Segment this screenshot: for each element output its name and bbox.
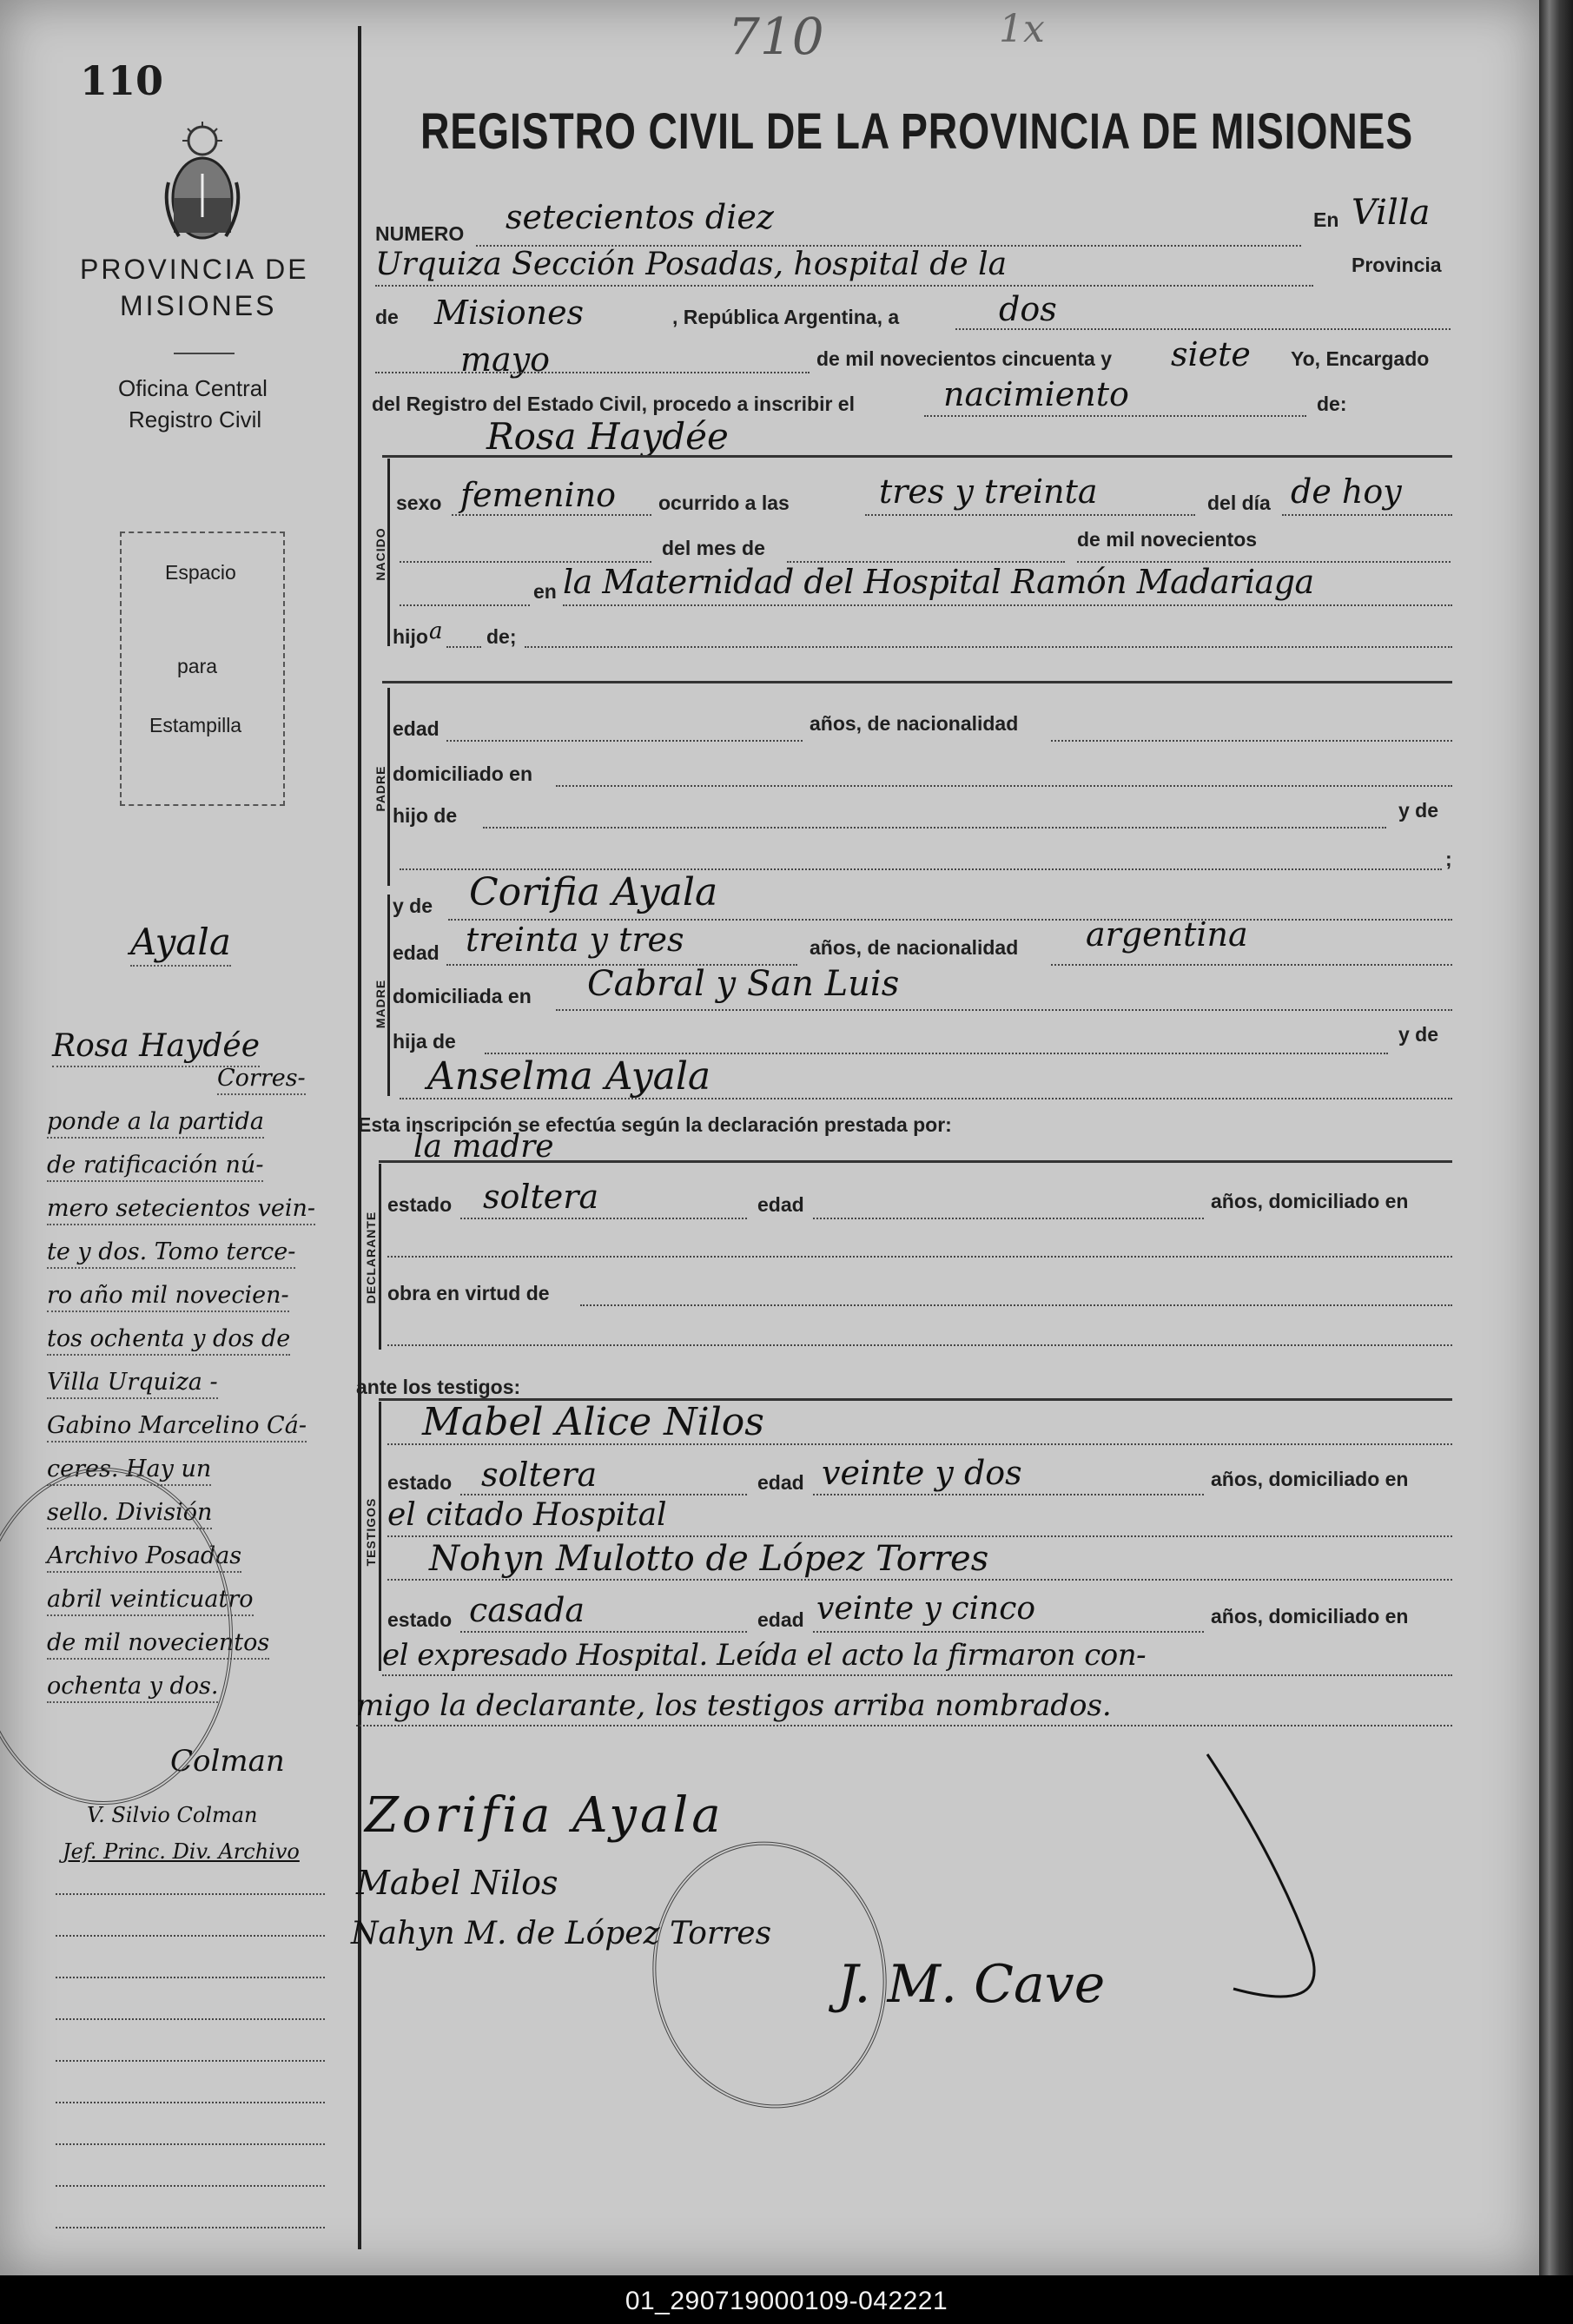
sexo-label: sexo [396, 492, 442, 514]
testigo2-edad-label: edad [757, 1608, 804, 1631]
margin-sign-line1: V. Silvio Colman [87, 1803, 258, 1827]
margin-note-line: de ratificación nú- [47, 1152, 263, 1182]
testigo1-domicilio-label: años, domiciliado en [1211, 1468, 1409, 1490]
madre-hija-label: hija de [393, 1030, 456, 1053]
padre-domicilio-label: domiciliado en [393, 763, 533, 785]
encargado-label: Yo, Encargado [1291, 347, 1430, 370]
nacido-en-label: en [533, 580, 557, 603]
padre-domicilio-dots [556, 785, 1452, 787]
office-label-1: Oficina Central [118, 375, 268, 401]
testigo2-nombre-dots [387, 1579, 1452, 1581]
province-label-2: MISIONES [120, 290, 277, 321]
margin-note-line: sello. División [47, 1499, 212, 1529]
testigo1-nombre-dots [387, 1443, 1452, 1445]
numero-label: NUMERO [375, 222, 465, 245]
hora-dots [865, 514, 1195, 516]
numero-value: setecientos diez [506, 198, 774, 236]
testigo2-estado-dots [460, 1631, 747, 1633]
padre-yde-label: y de [1398, 799, 1439, 822]
testigo2-estado: casada [469, 1591, 585, 1629]
bracket-padre [387, 688, 390, 886]
padre-nac-dots [1051, 740, 1452, 742]
section-nacido: NACIDO [373, 527, 387, 581]
signature-1: Zorifia Ayala [365, 1787, 724, 1844]
margin-sign-line2: Jef. Princ. Div. Archivo [63, 1839, 300, 1864]
provincia-label: Provincia [1352, 254, 1442, 276]
madre-de-value: Anselma Ayala [427, 1054, 711, 1099]
stamp-label-3: Estampilla [149, 714, 242, 736]
madre-nac-dots [1051, 964, 1452, 966]
rule-nacido-top [382, 455, 1452, 458]
nacido-de-label: de; [486, 625, 517, 648]
declarante-obra-dots [580, 1304, 1452, 1306]
testigo2-edad: veinte y cinco [816, 1591, 1036, 1627]
madre-domicilio-dots [556, 1009, 1452, 1011]
declarante-edad-dots [813, 1218, 1204, 1219]
dia-dots [955, 328, 1451, 330]
margin-ruled-line [56, 2102, 325, 2103]
margin-note-line: de mil novecientos [47, 1629, 269, 1660]
bracket-declarante [379, 1164, 381, 1350]
testigo1-estado-dots [460, 1494, 747, 1495]
margin-note-line: Corres- [217, 1065, 306, 1095]
testigo2-estado-label: estado [387, 1608, 453, 1631]
hora-value: tres y treinta [879, 472, 1098, 511]
declarante-estado-value: soltera [483, 1178, 599, 1216]
testigo1-domicilio: el citado Hospital [387, 1497, 667, 1533]
mes-dots [375, 372, 810, 373]
handwritten-number: 710 [728, 7, 824, 66]
rule-nacido-bottom [382, 681, 1452, 683]
testigo2-edad-dots [813, 1631, 1204, 1633]
madre-de-dots [400, 1098, 1452, 1099]
declarante-line2-dots [387, 1256, 1452, 1258]
provincia-value: Misiones [434, 294, 585, 332]
bracket-madre [387, 895, 390, 1096]
margin-note-line: te y dos. Tomo terce- [47, 1238, 295, 1269]
lugar-dots [563, 604, 1452, 606]
margin-ruled-line [56, 1935, 325, 1937]
en-value: Villa [1352, 193, 1431, 233]
madre-yde-label: y de [393, 895, 433, 917]
place-value: Urquiza Sección Posadas, hospital de la [375, 247, 1008, 282]
padre-edad-label: edad [393, 717, 440, 740]
page-number: 110 [80, 57, 164, 104]
testigos-cierre-dots [356, 1725, 1452, 1726]
testigo1-edad-dots [813, 1494, 1204, 1495]
signature-2: Mabel Nilos [356, 1864, 558, 1902]
page-edge [1539, 0, 1573, 2275]
testigo1-edad-label: edad [757, 1471, 804, 1494]
margin-note-line: tos ochenta y dos de [47, 1325, 290, 1356]
section-declarante: DECLARANTE [364, 1211, 378, 1304]
testigo1-edad: veinte y dos [822, 1454, 1022, 1492]
nacido-hijo-dots [446, 646, 481, 648]
padre-nac-label: años, de nacionalidad [810, 712, 1019, 735]
nombre-value: Rosa Haydée [486, 415, 729, 458]
margin-note-line: Villa Urquiza - [47, 1369, 218, 1399]
handwritten-mark: 1x [999, 7, 1045, 51]
footer-code: 01_290719000109-042221 [625, 2287, 948, 2315]
testigo2-domicilio: el expresado Hospital. Leída el acto la firmaron con- [382, 1638, 1147, 1673]
acto-dots [924, 415, 1306, 417]
testigos-ante-label: ante los testigos: [356, 1376, 521, 1398]
margin-ruled-line [56, 2060, 325, 2062]
margin-note-line: ponde a la partida [47, 1108, 264, 1139]
nacido-dia-dots [1282, 514, 1452, 516]
declarante-domicilio-label: años, domiciliado en [1211, 1190, 1409, 1212]
margin-ruled-line [56, 2185, 325, 2187]
margin-ruled-line [56, 1893, 325, 1895]
coat-of-arms-icon [162, 122, 243, 248]
declarante-line4-dots [387, 1344, 1452, 1346]
province-label-1: PROVINCIA DE [80, 254, 309, 285]
de-label: de [375, 306, 399, 328]
padre-edad-dots [446, 740, 803, 742]
declarante-intro-label: Esta inscripción se efectúa según la declaración prestada por: [358, 1113, 952, 1136]
en-label: En [1313, 208, 1339, 231]
margin-note-line: Archivo Posadas [47, 1542, 241, 1573]
margin-note-line: ochenta y dos. [47, 1673, 218, 1703]
rule-declarante-top [379, 1160, 1452, 1163]
nacido-hijo-suffix: a [429, 618, 443, 644]
testigo2-domicilio-dots [382, 1674, 1452, 1676]
declarante-edad-label: edad [757, 1193, 804, 1216]
margin-note-line: Ayala [130, 921, 231, 967]
margin-ruled-line [56, 2227, 325, 2228]
padre-semicolon: ; [1445, 848, 1452, 870]
testigos-cierre: migo la declarante, los testigos arriba nombrados. [356, 1688, 1112, 1723]
margin-note-line: abril veinticuatro [47, 1586, 254, 1616]
declarante-obra-label: obra en virtud de [387, 1282, 550, 1304]
madre-edad-value: treinta y tres [466, 921, 684, 959]
dia-value: dos [999, 290, 1057, 328]
section-padre: PADRE [373, 765, 387, 812]
place-dots [375, 285, 1313, 287]
bracket-testigos [379, 1402, 381, 1671]
declarante-estado-dots [460, 1218, 747, 1219]
stamp-label-1: Espacio [165, 561, 236, 584]
section-testigos: TESTIGOS [364, 1497, 378, 1567]
nacido-dia-value: de hoy [1291, 472, 1402, 511]
madre-nombre-value: Corifia Ayala [469, 870, 718, 914]
madre-yde2-label: y de [1398, 1023, 1439, 1046]
de2-label: de: [1317, 393, 1347, 415]
margin-ruled-line [56, 1977, 325, 1978]
bracket-nacido [387, 459, 390, 646]
nacido-en-dots [400, 604, 530, 606]
acto-value: nacimiento [943, 375, 1129, 413]
testigo2-domicilio-label: años, domiciliado en [1211, 1605, 1409, 1627]
testigo1-nombre: Mabel Alice Nilos [422, 1400, 764, 1444]
ocurrido-label: ocurrido a las [658, 492, 790, 514]
republica-label: , República Argentina, a [672, 306, 900, 328]
office-label-2: Registro Civil [129, 406, 262, 432]
sexo-dots [452, 514, 651, 516]
divider [174, 353, 235, 354]
madre-domicilio-value: Cabral y San Luis [587, 964, 900, 1004]
testigo2-nombre: Nohyn Mulotto de López Torres [429, 1539, 989, 1579]
nacido-hijo-dots-2 [525, 646, 1452, 648]
declarante-por-value: la madre [413, 1129, 554, 1165]
registro-label: del Registro del Estado Civil, procedo a inscribir el [372, 393, 855, 415]
padre-hijo-dots [483, 827, 1386, 829]
page-title: REGISTRO CIVIL DE LA PROVINCIA DE MISIONES [420, 103, 1414, 160]
margin-note-line: ceres. Hay un [47, 1456, 211, 1486]
signature-4: J. M. Cave [837, 1954, 1106, 2015]
anio-label: de mil novecientos cincuenta y [816, 347, 1112, 370]
padre-hijo-label: hijo de [393, 804, 458, 827]
margin-note-line: Rosa Haydée [52, 1028, 260, 1067]
margin-ruled-line [56, 2143, 325, 2145]
nacido-dia-label: del día [1207, 492, 1271, 514]
anio-value: siete [1171, 335, 1251, 373]
signature-3: Nahyn M. de López Torres [351, 1916, 772, 1951]
nacido-mes-label: del mes de [662, 537, 765, 559]
declarante-estado-label: estado [387, 1193, 453, 1216]
nacido-novecientos-label: de mil novecientos [1077, 528, 1258, 551]
signature-flourish-icon [1199, 1737, 1372, 2032]
mes-value: mayo [460, 340, 551, 379]
margin-note-line: Gabino Marcelino Cá- [47, 1412, 307, 1443]
testigo1-estado: soltera [481, 1456, 598, 1494]
sexo-value: femenino [460, 476, 617, 514]
margin-note-line: mero setecientos vein- [47, 1195, 315, 1225]
testigo1-domicilio-dots [387, 1535, 1452, 1537]
madre-domicilio-label: domiciliada en [393, 985, 532, 1007]
margin-signature: Colman [170, 1744, 285, 1779]
testigo1-estado-label: estado [387, 1471, 453, 1494]
madre-nac-label: años, de nacionalidad [810, 936, 1019, 959]
madre-edad-label: edad [393, 941, 440, 964]
margin-note-line: ro año mil novecien- [47, 1282, 289, 1312]
madre-nac-value: argentina [1086, 915, 1248, 954]
lugar-value: la Maternidad del Hospital Ramón Madariaga [563, 563, 1314, 601]
section-madre: MADRE [373, 979, 387, 1029]
margin-ruled-line [56, 2018, 325, 2020]
stamp-label-2: para [177, 655, 218, 677]
nacido-hijo-label: hijo [393, 625, 428, 648]
